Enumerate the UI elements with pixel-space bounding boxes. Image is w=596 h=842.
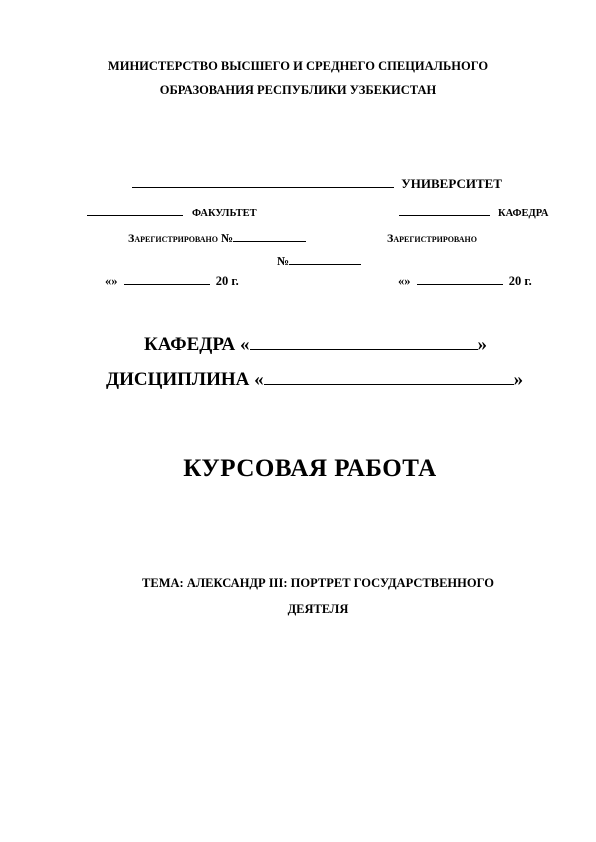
department-line-closing: » [477, 334, 488, 355]
date-right-year: 20 г. [508, 274, 532, 288]
department-line [144, 334, 487, 356]
date-right-blank [417, 284, 503, 285]
discipline-line [106, 369, 523, 391]
date-left [105, 274, 239, 289]
registration-number-prefix: № [277, 254, 290, 268]
registration-left-blank [233, 241, 306, 242]
university-blank [132, 187, 394, 188]
faculty-row [87, 203, 257, 221]
discipline-line-label: ДИСЦИПЛИНА « [106, 369, 264, 390]
date-left-blank [124, 284, 210, 285]
department-row [399, 203, 548, 221]
registration-number-blank [289, 264, 361, 265]
university-label: УНИВЕРСИТЕТ [401, 176, 502, 191]
registration-left-label: Зарегистрировано № [128, 231, 234, 245]
discipline-line-blank [264, 384, 514, 385]
topic-line-1: ТЕМА: АЛЕКСАНДР III: ПОРТРЕТ ГОСУДАРСТВЕННОГО [142, 576, 494, 590]
department-label: КАФЕДРА [498, 208, 549, 219]
department-line-label: КАФЕДРА « [144, 334, 250, 355]
faculty-label: ФАКУЛЬТЕТ [192, 208, 257, 219]
discipline-line-closing: » [513, 369, 524, 390]
registration-right-number [277, 252, 361, 270]
topic-line-2: ДЕЯТЕЛЯ [287, 602, 349, 616]
registration-right [387, 229, 477, 247]
document-title: КУРСОВАЯ РАБОТА [183, 455, 437, 482]
date-left-year: 20 г. [215, 274, 239, 288]
university-row [132, 176, 502, 192]
ministry-line-2: ОБРАЗОВАНИЯ РЕСПУБЛИКИ УЗБЕКИСТАН [159, 83, 437, 97]
date-right [398, 274, 532, 289]
registration-left [128, 229, 306, 247]
faculty-blank [87, 215, 183, 216]
date-right-quotes: «» [398, 274, 411, 288]
date-left-quotes: «» [105, 274, 118, 288]
registration-right-label: Зарегистрировано [387, 231, 477, 245]
department-line-blank [250, 349, 478, 350]
department-blank [399, 215, 490, 216]
ministry-line-1: МИНИСТЕРСТВО ВЫСШЕГО И СРЕДНЕГО СПЕЦИАЛЬНОГО [107, 59, 489, 73]
